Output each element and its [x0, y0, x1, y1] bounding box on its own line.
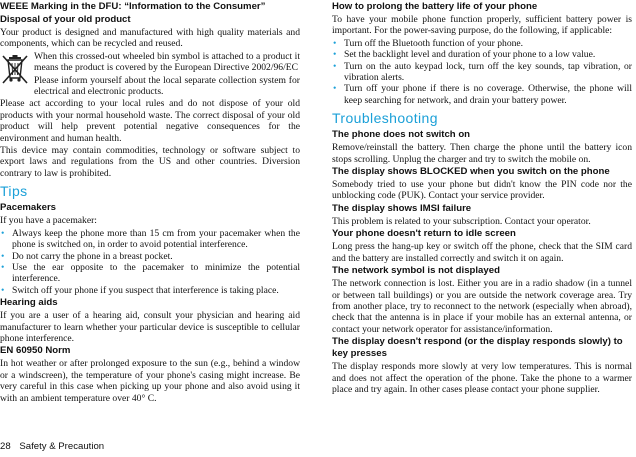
right-column — [332, 0, 632, 396]
trouble-paragraph-network: The network connection is lost. Either you are in a radio shadow (in a tunnel or between tall buildings) or you are outside the network coverage area. Try from another place, try to reconnect to the network (especially when abroad), check that the antenna is in place if your mobile has an external antenna, or contact your network operator for assistance/information. — [332, 278, 632, 335]
list-item: • Do not carry the phone in a breast pocket. — [0, 251, 300, 262]
disposal-paragraph-1: Your product is designed and manufactured with high quality materials and components, which can be recycled and reused. — [0, 27, 300, 50]
trouble-heading-network: The network symbol is not displayed — [332, 265, 500, 277]
weee-heading: WEEE Marking in the DFU: “Information to the Consumer” — [0, 1, 266, 12]
pacemakers-heading: Pacemakers — [0, 202, 57, 214]
en-norm-paragraph: In hot weather or after prolonged exposure to the sun (e.g., behind a window or a windscreen), the temperature of your phone's casing might increase. Be very careful in this case when picking up your phone and also avoid using it with an ambient temperature over 40° C. — [0, 358, 300, 404]
section-name: Safety & Precaution — [19, 441, 105, 452]
list-item: • Switch off your phone if you suspect that interference is taking place. — [0, 285, 300, 296]
list-item: • Turn on the auto keypad lock, turn off the key sounds, tap vibration, or vibration alerts. — [332, 61, 632, 84]
crossed-out-wheeled-bin-icon — [0, 51, 34, 99]
tips-title: Tips — [0, 183, 28, 200]
battery-list — [332, 38, 632, 106]
trouble-heading-idle: Your phone doesn't return to idle screen — [332, 228, 516, 240]
troubleshooting-title: Troubleshooting — [332, 110, 438, 127]
page-number: 28 — [0, 441, 11, 452]
disposal-paragraph-2: Please act according to your local rules and do not dispose of your old products with your normal household waste. The correct disposal of your old product will help prevent potential negative consequences for the environment and human health. — [0, 98, 300, 144]
pacemakers-intro: If you have a pacemaker: — [0, 215, 97, 227]
list-item: • Use the ear opposite to the pacemaker to minimize the potential interference. — [0, 262, 300, 285]
hearing-aids-heading: Hearing aids — [0, 297, 58, 309]
list-item: • Turn off the Bluetooth function of your phone. — [332, 38, 632, 49]
left-column — [0, 0, 300, 405]
trouble-heading-imsi: The display shows IMSI failure — [332, 202, 472, 214]
weee-paragraph-2: Please inform yourself about the local separate collection system for electrical and electronic products. — [34, 74, 300, 98]
trouble-paragraph-idle: Long press the hang-up key or switch off the phone, check that the SIM card and the battery are installed correctly and switch it on again. — [332, 241, 632, 264]
weee-paragraph-1: When this crossed-out wheeled bin symbol is attached to a product it means the product is covered by the European Directive 2002/96/EC — [34, 50, 300, 74]
disposal-heading: Disposal of your old product — [0, 14, 131, 25]
trouble-heading-display: The display doesn't respond (or the display responds slowly) to key presses — [332, 336, 623, 360]
disposal-paragraph-3: This device may contain commodities, technology or software subject to export laws and regulations from the US and other countries. Diversion contrary to law is prohibited. — [0, 145, 300, 179]
battery-paragraph: To have your mobile phone function properly, sufficient battery power is important. For the power-saving purpose, do the following, if applicable: — [332, 14, 632, 37]
trouble-paragraph-switch-on: Remove/reinstall the battery. Then charge the phone until the battery icon stops scrolling. Unplug the charger and try to switch the mobile on. — [332, 142, 632, 165]
trouble-paragraph-imsi: This problem is related to your subscription. Contact your operator. — [332, 215, 591, 227]
list-item: • Set the backlight level and duration of your phone to a low value. — [332, 49, 632, 60]
battery-heading: How to prolong the battery life of your phone — [332, 1, 538, 12]
en-norm-heading: EN 60950 Norm — [0, 345, 71, 357]
trouble-paragraph-blocked: Somebody tried to use your phone but didn't know the PIN code nor the unblocking code (PUK). Contact your service provider. — [332, 179, 632, 202]
trouble-paragraph-display: The display responds more slowly at very low temperatures. This is normal and does not affect the operation of the phone. Take the phone to a warmer place and try again. In other cases please contact your phone supplier. — [332, 361, 632, 395]
list-item: • Always keep the phone more than 15 cm from your pacemaker when the phone is switched on, in order to avoid potential interference. — [0, 228, 300, 251]
weee-text — [34, 51, 300, 99]
list-item: • Turn off your phone if there is no coverage. Otherwise, the phone will keep searching for network, and drain your battery power. — [332, 83, 632, 106]
trouble-heading-blocked: The display shows BLOCKED when you switch on the phone — [332, 166, 610, 178]
pacemakers-list — [0, 228, 300, 296]
trouble-heading-switch-on: The phone does not switch on — [332, 129, 471, 141]
hearing-aids-paragraph: If you are a user of a hearing aid, consult your physician and hearing aid manufacturer to learn whether your particular device is susceptible to cellular phone interference. — [0, 310, 300, 344]
weee-symbol-block — [0, 51, 300, 99]
page-footer — [0, 441, 104, 453]
